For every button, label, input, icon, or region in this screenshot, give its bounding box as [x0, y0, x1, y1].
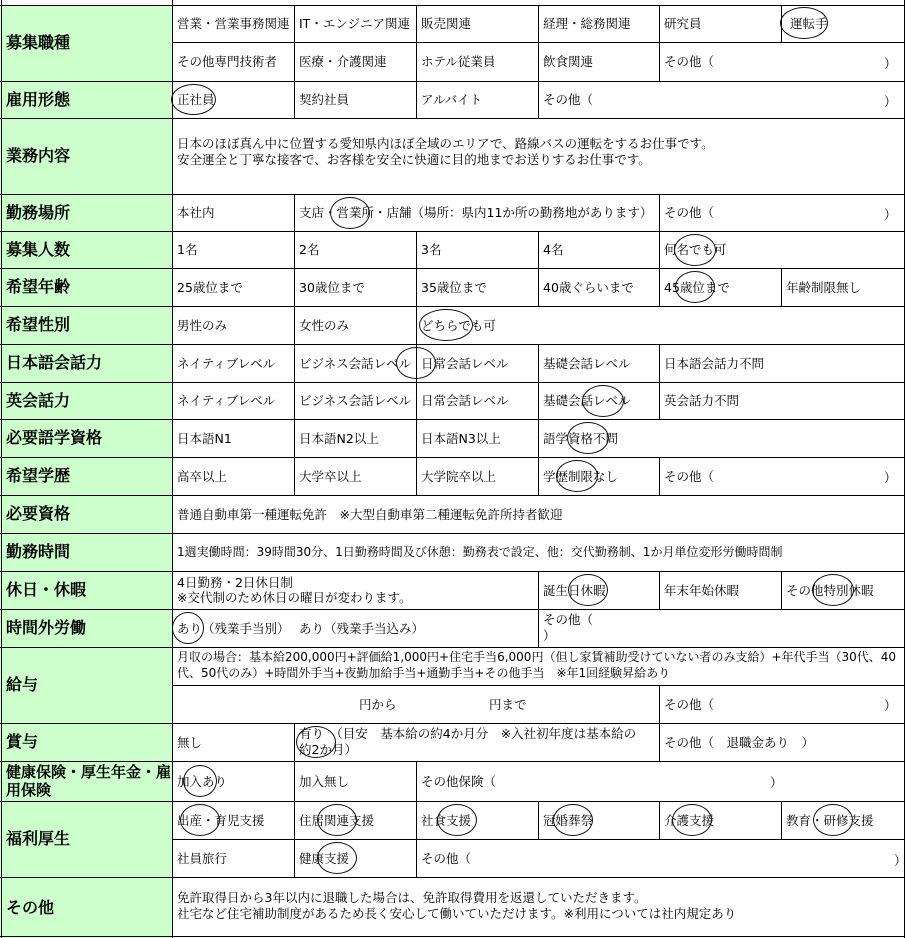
workplace-close-paren: ）: [884, 207, 897, 222]
header-hours: 勤務時間: [0, 533, 172, 571]
header-overtime: 時間外労働: [0, 609, 172, 647]
salary-close-paren: ）: [884, 698, 897, 713]
job-option-sales[interactable]: 営業・営業事務関連: [177, 16, 290, 31]
salary-from: 円から: [359, 696, 397, 712]
headcount-3[interactable]: 3名: [421, 242, 442, 257]
japanese-native[interactable]: ネイティブレベル: [177, 355, 276, 371]
insurance-close-paren: ）: [770, 775, 783, 790]
bonus-yes-line-2: 約2か月）: [299, 741, 357, 757]
header-english: 英会話力: [0, 382, 172, 419]
bonus-none[interactable]: 無し: [177, 734, 203, 750]
age-30[interactable]: 30歳位まで: [299, 279, 365, 295]
headcount-2[interactable]: 2名: [299, 242, 320, 257]
welfare-other[interactable]: その他（: [421, 850, 472, 866]
age-25[interactable]: 25歳位まで: [177, 279, 243, 295]
welfare-close-paren: ）: [894, 853, 907, 868]
header-other: その他: [0, 877, 172, 938]
job-option-other[interactable]: その他（: [664, 54, 715, 69]
job-option-specialist[interactable]: その他専門技術者: [177, 54, 278, 69]
welfare-childcare[interactable]: 出産・育児支援: [177, 812, 265, 828]
header-education: 希望学歴: [0, 457, 172, 495]
job-content-line-1: 日本のほぼ真ん中に位置する愛知県内ほぼ全域のエリアで、路線バスの運転をするお仕事です。: [177, 136, 714, 151]
workplace-other[interactable]: その他（: [664, 205, 715, 220]
header-recruit-job: 募集職種: [0, 5, 172, 81]
job-option-it[interactable]: IT・エンジニア関連: [299, 16, 411, 31]
english-not-required[interactable]: 英会話力不問: [664, 393, 740, 408]
headcount-1[interactable]: 1名: [177, 242, 198, 257]
cert-n2[interactable]: 日本語N2以上: [299, 430, 379, 446]
header-language-cert: 必要語学資格: [0, 419, 172, 457]
overtime-other[interactable]: その他（: [543, 611, 594, 627]
bonus-other[interactable]: その他（ 退職金あり ）: [664, 734, 815, 750]
employment-close-paren: ）: [884, 94, 897, 109]
other-line-1: 免許取得日から3年以内に退職した場合は、免許取得費用を返還していただきます。: [177, 890, 647, 905]
insurance-yes[interactable]: 加入あり: [177, 773, 228, 789]
age-no-limit[interactable]: 年齢制限無し: [786, 279, 862, 295]
overtime-included[interactable]: あり（残業手当込み）: [299, 620, 425, 636]
header-welfare: 福利厚生: [0, 801, 172, 877]
headcount-any[interactable]: 何名でも可: [664, 242, 727, 257]
education-other[interactable]: その他（: [664, 468, 715, 484]
job-option-accounting[interactable]: 経理・総務関連: [543, 16, 631, 31]
insurance-other[interactable]: その他保険（: [421, 773, 497, 789]
welfare-meals[interactable]: 社食支援: [421, 812, 472, 828]
header-bonus: 賞与: [0, 723, 172, 761]
job-option-driver[interactable]: 運転手: [790, 16, 828, 31]
header-gender: 希望性別: [0, 306, 172, 344]
cert-not-required[interactable]: 語学資格不問: [543, 430, 619, 446]
cert-n3[interactable]: 日本語N3以上: [421, 430, 501, 446]
welfare-nursing[interactable]: 介護支援: [664, 812, 715, 828]
english-daily[interactable]: 日常会話レベル: [421, 393, 509, 408]
job-option-food[interactable]: 飲食関連: [543, 54, 594, 69]
header-insurance: 健康保険・厚生年金・雇用保険: [0, 761, 172, 801]
headcount-4[interactable]: 4名: [543, 242, 564, 257]
workplace-head-office[interactable]: 本社内: [177, 205, 215, 220]
header-headcount: 募集人数: [0, 231, 172, 268]
salary-line-2: 代、50代のみ）+時間外手当+夜勤加給手当+通勤手当+その他手当 ※年1回経験昇給あり: [177, 666, 671, 680]
welfare-trip[interactable]: 社員旅行: [177, 850, 228, 866]
education-close-paren: ）: [884, 470, 897, 485]
overtime-other-close: ）: [543, 627, 556, 643]
japanese-basic[interactable]: 基礎会話レベル: [543, 355, 631, 371]
header-salary: 給与: [0, 647, 172, 723]
job-other-close-paren: ）: [884, 56, 897, 71]
gender-any[interactable]: どちらでも可: [421, 317, 496, 333]
workplace-branch[interactable]: 支店・営業所・店舗（場所：県内11か所の勤務地があります）: [299, 205, 653, 220]
qualification-text: 普通自動車第一種運転免許 ※大型自動車第二種運転免許所持者歓迎: [177, 506, 563, 522]
salary-line-1: 月収の場合：基本給200,000円+評価給1,000円+住宅手当6,000円（但し家賃補助受けていない者のみ支給）+年代手当（30代、40: [177, 650, 897, 664]
bonus-yes-line-1[interactable]: 有り （目安 基本給の約4か月分 ※入社初年度は基本給の: [299, 725, 637, 741]
cert-n1[interactable]: 日本語N1: [177, 430, 232, 446]
other-line-2: 社宅など住宅補助制度があるため長く安心して働いていただけます。※利用については社内規定あり: [177, 906, 737, 921]
age-45[interactable]: 45歳位まで: [664, 279, 730, 295]
header-age: 希望年齢: [0, 268, 172, 306]
holidays-line-1: 4日勤務・2日休日制: [177, 575, 293, 590]
insurance-no[interactable]: 加入無し: [299, 773, 350, 789]
japanese-not-required[interactable]: 日本語会話力不問: [664, 355, 765, 371]
japanese-daily[interactable]: 日常会話レベル: [421, 355, 509, 371]
employment-full-time[interactable]: 正社員: [177, 92, 215, 107]
overtime-separate[interactable]: あり（残業手当別）: [177, 620, 290, 636]
gender-female[interactable]: 女性のみ: [299, 317, 350, 333]
job-content-line-2: 安全運全と丁寧な接客で、お客様を安全に快適に目的地までお送りするお仕事です。: [177, 152, 651, 167]
education-university[interactable]: 大学卒以上: [299, 468, 362, 484]
age-40[interactable]: 40歳ぐらいまで: [543, 279, 634, 295]
salary-to: 円まで: [489, 696, 527, 712]
welfare-training[interactable]: 教育・研修支援: [786, 812, 874, 828]
header-holidays: 休日・休暇: [0, 571, 172, 609]
employment-other[interactable]: その他（: [543, 92, 594, 107]
age-35[interactable]: 35歳位まで: [421, 279, 487, 295]
education-no-limit[interactable]: 学歴制限なし: [543, 468, 619, 484]
holidays-line-2: ※交代制のため休日の曜日が変わります。: [177, 590, 412, 605]
header-japanese: 日本語会話力: [0, 344, 172, 382]
header-qualification: 必要資格: [0, 495, 172, 533]
holiday-birthday[interactable]: 誕生日休暇: [543, 582, 606, 598]
welfare-ceremony[interactable]: 冠婚葬祭: [543, 812, 594, 828]
education-high-school[interactable]: 高卒以上: [177, 468, 228, 484]
employment-part-time[interactable]: アルバイト: [421, 92, 483, 107]
holiday-special[interactable]: その他特別休暇: [786, 582, 874, 598]
welfare-housing[interactable]: 住居関連支援: [299, 812, 375, 828]
english-native[interactable]: ネイティブレベル: [177, 393, 276, 408]
english-business[interactable]: ビジネス会話レベル: [299, 393, 412, 408]
employment-contract[interactable]: 契約社員: [299, 92, 350, 107]
job-option-hotel[interactable]: ホテル従業員: [421, 54, 496, 69]
job-option-retail[interactable]: 販売関連: [421, 16, 472, 31]
welfare-health[interactable]: 健康支援: [299, 850, 350, 866]
header-employment-type: 雇用形態: [0, 81, 172, 118]
job-option-medical[interactable]: 医療・介護関連: [299, 54, 387, 69]
education-graduate[interactable]: 大学院卒以上: [421, 468, 497, 484]
job-option-researcher[interactable]: 研究員: [664, 16, 702, 31]
header-job-content: 業務内容: [0, 118, 172, 194]
gender-male[interactable]: 男性のみ: [177, 317, 228, 333]
japanese-business[interactable]: ビジネス会話レベル: [299, 355, 412, 371]
header-workplace: 勤務場所: [0, 194, 172, 231]
hours-text: 1週実働時間：39時間30分、1日勤務時間及び休憩：勤務表で設定、他：交代勤務制、1か月単位変形労働時間制: [177, 544, 783, 559]
salary-other[interactable]: その他（: [664, 696, 715, 712]
english-basic[interactable]: 基礎会話レベル: [543, 393, 631, 408]
holiday-new-year[interactable]: 年末年始休暇: [664, 582, 740, 598]
